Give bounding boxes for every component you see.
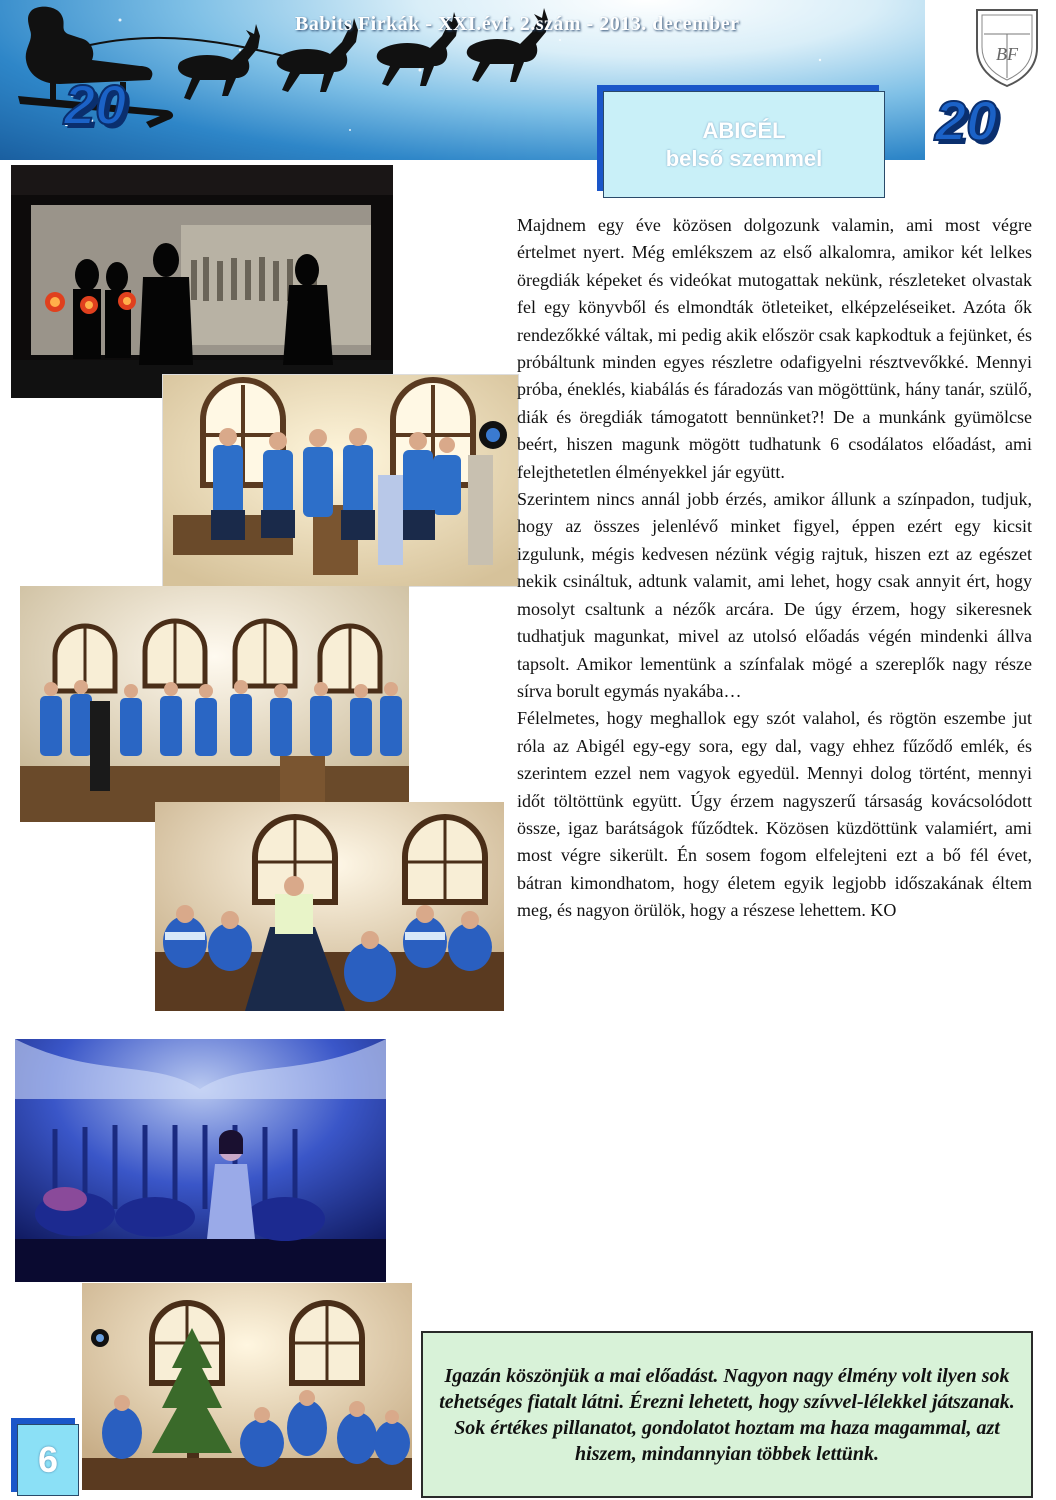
article-paragraph-1: Majdnem egy éve közösen dolgozunk valamin, ami most végre értelmet nyert. Még emlékszem az első alkalomra, amikor két lelkes öregdiák képeket és videókat mutogattak nekünk, részleteket olvastak fel egy könyvből és elmondták ötleteiket, elképzeléseiket. Azóta ők rendezőkké váltak, mi pedig akik először csak kapkodtuk a fejünket, és próbáltunk minden egyes részletre odafigyelni résztvevőkké. Mennyi próba, éneklés, kiabálás és fáradozás van mögöttünk, hány tanár, szülő, diák és öregdiák támogatott bennünket?! De a munkánk gyümölcse beért, hiszen magunk mögött tudhatunk 6 csodálatos előadást, ami felejthetetlen élményekkel jár együtt. — [517, 215, 1032, 482]
section-title-line1: ABIGÉL — [702, 117, 786, 143]
article-paragraph-3: Félelmetes, hogy meghallok egy szót valahol, és rögtön eszembe jut róla az Abigél egy-egy sora, egy dal, vagy ehhez fűződő emlék, és szerintem ezzel nem vagyok egyedül. Mennyi dolog történt, mennyi időt töltöttünk együtt. Úgy érzem nagyszerű társaság kovácsolódott össze, igaz barátságok fűződtek. Közösen küzdöttünk valamiért, ami most végre sikerült. Én sosem fogom elfelejteni ezt a bő fél évet, bátran kimondhatom, hogy életem egyik legjobb időszakának éltem meg, és nagyon örülök, hogy a részese lehettem. KO — [517, 708, 1032, 921]
photo-silhouettes-image — [11, 165, 393, 398]
photo-stage-uniforms — [162, 374, 519, 587]
photo-stage-tree — [82, 1283, 412, 1490]
photo-stage-group — [20, 586, 409, 822]
section-title-line2: belső szemmel — [665, 145, 823, 171]
logo-text: BF — [996, 44, 1018, 64]
page-number-box — [11, 1418, 79, 1496]
quote-text: Igazán köszönjük a mai előadást. Nagyon nagy élmény volt ilyen sok tehetséges fiatalt látni. Érezni lehetett, hogy szívvel-lélekkel játszanak. Sok értékes pillanatot, gondolatot hoztam ma haza magammal, azt hiszem, mindannyian többek lettünk. — [439, 1364, 1015, 1465]
photo-stage-group-image — [20, 586, 409, 822]
photo-stage-uniforms-image — [163, 375, 518, 586]
page-number: 6 — [37, 1439, 59, 1480]
photo-silhouettes — [11, 165, 393, 398]
school-logo-icon — [972, 4, 1042, 88]
article-paragraph-2: Szerintem nincs annál jobb érzés, amikor állunk a színpadon, tudjuk, hogy az összes jelenlévő minket figyel, éppen ezért egy kicsit izgulunk, mégis kedvesen nézünk végig rajtuk, hiszen ezt az egészet nekik csináltuk, adtunk valamit, ami lehet, hogy csak annyit ért, hogy mosolyt csaltunk a nézők arcára. De úgy érzem, hogy sikeresnek tudhatjuk magunkat, mivel az utolsó előadás végén mindenki állva tapsolt. Amikor lementünk a színfalak mögé a szereplők nagy része sírva borult egymás nyakába… — [517, 489, 1032, 701]
photo-stage-seated-image — [155, 802, 504, 1011]
issue-title: Babits Firkák - XXI.évf. 2.szám - 2013. december — [295, 13, 740, 35]
section-title-box — [597, 85, 885, 198]
photo-stage-blue-image — [15, 1039, 386, 1282]
photo-stage-blue — [15, 1039, 386, 1282]
photo-stage-tree-image — [82, 1283, 412, 1490]
photo-stage-seated — [155, 802, 504, 1011]
quote-box — [421, 1331, 1033, 1498]
article-body — [517, 212, 1032, 925]
header-number-left: 20 — [64, 73, 127, 136]
header-number-right: 20 — [935, 89, 998, 152]
